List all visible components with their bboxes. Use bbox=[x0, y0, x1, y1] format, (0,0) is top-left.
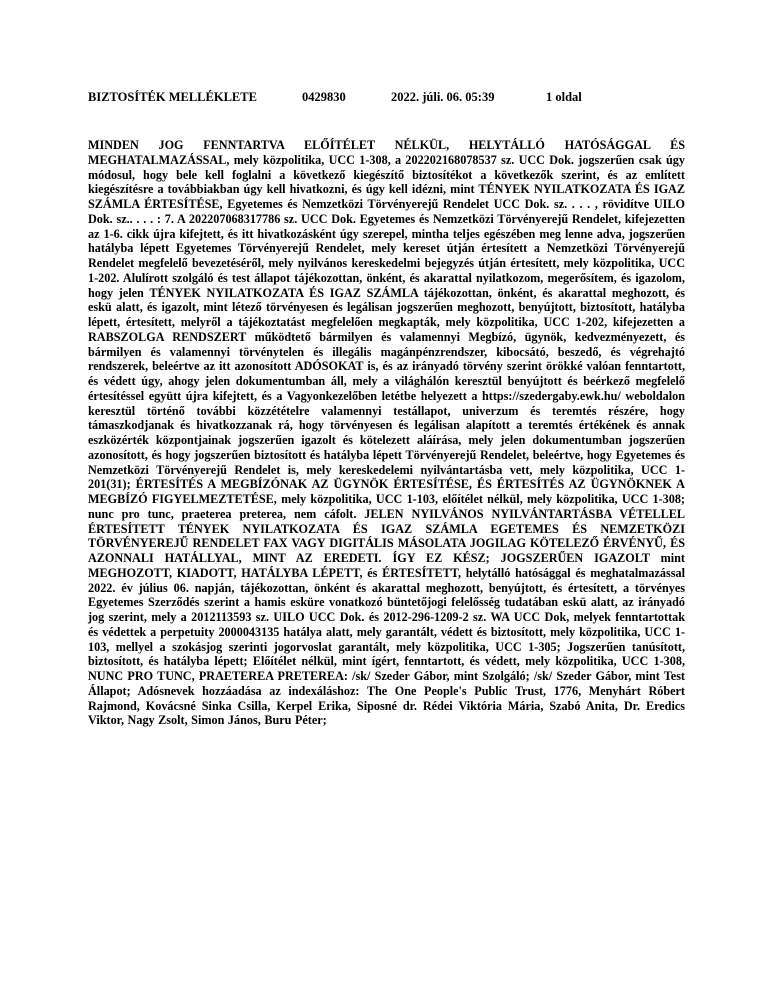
header-title: BIZTOSÍTÉK MELLÉKLETE bbox=[88, 90, 257, 104]
document-header bbox=[0, 90, 772, 106]
document-body-paragraph: MINDEN JOG FENNTARTVA ELŐÍTÉLET NÉLKÜL, HELYTÁLLÓ HATÓSÁGGAL ÉS MEGHATALMAZÁSSAL, mely közpolitika, UCC 1-308, a 202202168078537 sz. UCC Dok. jogszerűen csak úgy módosul, hogy bele kell foglalni a következő kiegészítő biztosítékot a következők szerint, és az említett kiegészítésre a továbbiakban úgy kell hivatkozni, és úgy kell idézni, mint TÉNYEK NYILATKOZATA ÉS IGAZ SZÁMLA ÉRTESÍTÉSE, Egyetemes és Nemzetközi Törvényerejű Rendelet UCC Dok. sz. . . . , rövidítve UILO Dok. sz.. . . . : 7. A 202207068317786 sz. UCC Dok. Egyetemes és Nemzetközi Törvényerejű Rendelet, kifejezetten az 1-6. cikk újra kifejtett, és itt hivatkozásként úgy szerepel, mintha teljes egészében meg lenne adva, jogszerűen hatályba lépett Egyetemes Törvényerejű Rendelet, mely kereset útján értesített a Nemzetközi Törvényerejű Rendelet megfelelő bevezetéséről, mely nyilvános kereskedelmi bejegyzés útján értesített, mely közpolitika, UCC 1-202. Alulírott szolgáló és test állapot tájékozottan, önként, és akarattal nyilatkozom, megerősítem, és igazolom, hogy jelen TÉNYEK NYILATKOZATA ÉS IGAZ SZÁMLA tájékozottan, önként, és akarattal meghozott, és eskü alatt, és igazolt, mint létező törvényesen és legálisan jogszerűen meghozott, benyújtott, biztosított, hatályba lépett, értesített, melyről a tájékoztatást megfelelően megkapták, mely közpolitika, UCC 1-202, kifejezetten a RABSZOLGA RENDSZERT működtető bármilyen és valamennyi Megbízó, ügynök, kedvezményezett, és bármilyen és valamennyi törvénytelen és illegális magánpénzrendszer, kibocsátó, beszedő, és végrehajtó rendszerek, beleértve az itt azonosított ADÓSOKAT is, és az irányadó törvény szerint örökké valóan fenntartott, és védett úgy, ahogy jelen dokumentumban áll, mely a világhálón keresztül benyújtott és beérkező megfelelő értesítéssel együtt újra kifejtett, és a Vagyonkezelőben letétbe helyezett a https://szedergaby.ewk.hu/ weboldalon keresztül történő további közzétételre valamennyi testállapot, univerzum és teremtés részére, hogy támaszkodjanak és hivatkozzanak rá, hogy törvényesen és legálisan alapított a teremtés értékének és annak eszközérték központjainak jogszerűen igazolt és kötelezett aláírása, mely jelen dokumentumban jogszerűen azonosított, és hogy jogszerűen biztosított és hatályba lépett Törvényerejű Rendelet, beleértve, hogy Egyetemes és Nemzetközi Törvényerejű Rendelet is, mely kereskedelemi nyilvántartásba vett, mely közpolitika, UCC 1-201(31); ÉRTESÍTÉS A MEGBÍZÓNAK AZ ÜGYNÖK ÉRTESÍTÉSE, ÉS ÉRTESÍTÉS AZ ÜGYNÖKNEK A MEGBÍZÓ FIGYELMEZTETÉSE, mely közpolitika, UCC 1-103, előítélet nélkül, mely közpolitika, UCC 1-308; nunc pro tunc, praeterea preterea, nem cáfolt. JELEN NYILVÁNOS NYILVÁNTARTÁSBA VÉTELLEL ÉRTESÍTETT TÉNYEK NYILATKOZATA ÉS IGAZ SZÁMLA EGETEMES ÉS NEMZETKÖZI TÖRVÉNYEREJŰ RENDELET FAX VAGY DIGITÁLIS MÁSOLATA JOGILAG KÖTELEZŐ ÉRVÉNYŰ, ÉS AZONNALI HATÁLLYAL, MINT AZ EREDETI. ÍGY EZ KÉSZ; JOGSZERŰEN IGAZOLT mint MEGHOZOTT, KIADOTT, HATÁLYBA LÉPETT, és ÉRTESÍTETT, helytálló hatósággal és meghatalmazással 2022. év július 06. napján, tájékozottan, önként és akarattal meghozott, benyújtott, és értesített, a törvényes Egyetemes Szerződés szerint a hamis esküre vonatkozó büntetőjogi felelősség tudatában eskü alatt, az irányadó jog szerint, mely a 2012113593 sz. UILO UCC Dok. és 2012-296-1209-2 sz. WA UCC Dok, melyek fenntartottak és védettek a perpetuity 2000043135 hatálya alatt, mely garantált, védett és biztosított, mely közpolitika, UCC 1-103, mellyel a szokásjog szerinti jogorvoslat garantált, mely közpolitika, UCC 1-305; Jogszerűen tanúsított, biztosított, és hatályba lépett; Előítélet nélkül, mint ígért, fenntartott, és védett, mely közpolitika, UCC 1-308, NUNC PRO TUNC, PRAETEREA PRETEREA: /sk/ Szeder Gábor, mint Szolgáló; /sk/ Szeder Gábor, mint Test Állapot; Adósnevek hozzáadása az indexáláshoz: The One People's Public Trust, 1776, Menyhárt Róbert Rajmond, Kovácsné Sinka Csilla, Kerpel Erika, Siposné dr. Rédei Viktória Mária, Szabó Anita, Dr. Eredics Viktor, Nagy Zsolt, Simon János, Buru Péter; bbox=[88, 138, 685, 728]
header-datetime: 2022. júli. 06. 05:39 bbox=[391, 90, 495, 104]
header-page-label: 1 oldal bbox=[546, 90, 582, 104]
header-document-number: 0429830 bbox=[302, 90, 346, 104]
